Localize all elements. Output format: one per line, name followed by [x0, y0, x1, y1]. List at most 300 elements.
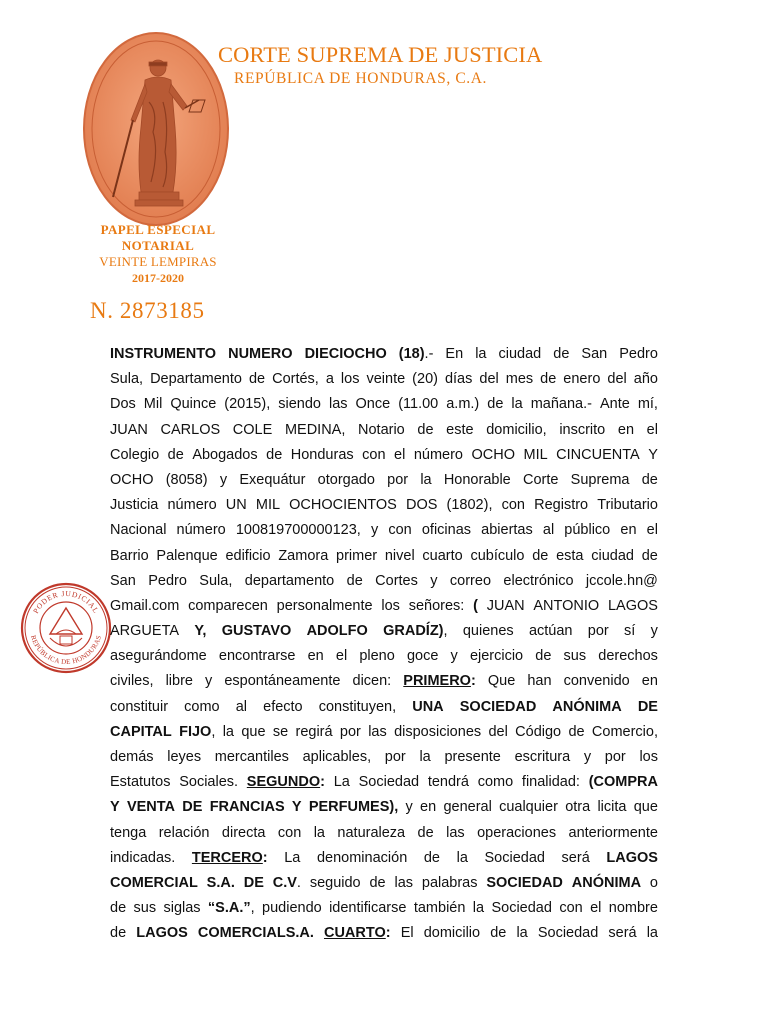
- document-word: (1802),: [446, 497, 493, 514]
- document-word: anteriormente: [568, 824, 658, 841]
- document-word: de: [110, 900, 127, 917]
- document-word: del: [488, 723, 508, 740]
- document-word: de: [641, 547, 658, 564]
- document-word: por: [604, 749, 626, 765]
- document-word: “S.A.”: [207, 900, 251, 917]
- document-word: del: [607, 371, 627, 388]
- document-word: OCHO: [471, 446, 515, 463]
- document-word: Y: [648, 446, 658, 463]
- document-word: Estatutos: [110, 774, 171, 791]
- document-word: civiles,: [110, 673, 154, 690]
- document-line: [110, 795, 658, 820]
- document-word: inscrito: [559, 421, 606, 438]
- document-word: identificarse: [329, 900, 407, 917]
- papel-line-3: VEINTE LEMPIRAS: [99, 254, 217, 269]
- stamp-top-text: PODER JUDICIAL: [31, 588, 101, 616]
- document-word: Quince: [170, 396, 217, 413]
- document-word: Sula,: [199, 572, 233, 589]
- document-word: con: [362, 446, 386, 463]
- document-line: [110, 669, 658, 694]
- svg-text:REPÚBLICA DE HONDURAS: [29, 634, 103, 666]
- document-word: la: [456, 849, 468, 866]
- document-word: Sociales.: [179, 774, 239, 791]
- document-word: otra: [565, 799, 591, 816]
- document-word: mañana.-: [530, 396, 592, 413]
- papel-line-1: PAPEL ESPECIAL: [100, 222, 216, 237]
- document-word: Tributario: [597, 497, 658, 514]
- document-word: edificio: [225, 547, 271, 564]
- document-word: aplicables,: [302, 749, 372, 765]
- document-word: LAGOS: [136, 925, 188, 942]
- document-word: cuarto: [422, 547, 463, 564]
- document-word: MIL: [523, 446, 548, 463]
- document-line: [110, 745, 658, 770]
- document-word: de: [346, 572, 363, 589]
- document-word: :: [320, 774, 325, 791]
- document-word: PRIMERO: [403, 673, 471, 690]
- document-word: siglas: [163, 900, 201, 917]
- document-word: y: [405, 799, 413, 816]
- document-word: convenido: [563, 673, 630, 690]
- document-word: la: [646, 925, 658, 942]
- document-word: departamento: [244, 572, 335, 589]
- document-word: Nacional: [110, 522, 167, 539]
- document-line: [110, 720, 658, 745]
- document-word: de: [641, 471, 658, 488]
- document-word: (11.00: [398, 396, 439, 413]
- document-line: [110, 821, 658, 846]
- document-word: los: [639, 749, 658, 765]
- document-word: Sociedad: [358, 774, 420, 791]
- document-word: SOCIEDAD: [459, 698, 537, 715]
- document-word: oficinas: [421, 522, 472, 539]
- document-word: de: [369, 874, 386, 891]
- notarial-instrument-text: [110, 342, 658, 947]
- document-word: Mil: [143, 396, 163, 413]
- papel-line-2: NOTARIAL: [121, 238, 195, 253]
- stamp-bottom-text: REPÚBLICA DE HONDURAS: [28, 634, 104, 667]
- document-word: de: [417, 421, 434, 438]
- document-word: asegurándome: [110, 648, 207, 665]
- document-word: cualquier: [499, 799, 558, 816]
- document-line: [110, 342, 658, 367]
- document-word: en: [307, 648, 324, 665]
- document-word: Notario: [358, 421, 405, 438]
- document-word: número: [176, 522, 226, 539]
- lady-justice-medallion-icon: [83, 32, 229, 226]
- document-word: Honduras: [290, 446, 354, 463]
- document-line: [110, 569, 658, 594]
- document-word: electrónico: [503, 572, 574, 589]
- document-word: :: [470, 673, 476, 690]
- document-word: COMERCIAL: [110, 874, 198, 891]
- document-line: [110, 619, 658, 644]
- document-word: por: [587, 623, 609, 640]
- document-word: el: [394, 446, 406, 463]
- document-word: la: [472, 900, 485, 917]
- document-word: número: [167, 497, 217, 514]
- country-subtitle: REPÚBLICA DE HONDURAS, C.A.: [234, 70, 488, 87]
- document-word: ,: [211, 723, 216, 740]
- document-word: sus: [133, 900, 157, 917]
- document-word: por: [384, 749, 406, 765]
- document-word: Dos: [110, 396, 136, 413]
- document-word: pleno: [359, 648, 395, 665]
- document-word: en: [620, 522, 637, 539]
- document-word: o: [649, 874, 658, 891]
- document-word: FIJO: [179, 723, 212, 740]
- document-word: Corte: [522, 471, 559, 488]
- document-word: Honorable: [443, 471, 511, 488]
- document-word: directa: [221, 824, 266, 841]
- document-word: de: [553, 346, 570, 362]
- document-word: dicen:: [352, 673, 392, 690]
- document-word: relación: [158, 824, 210, 841]
- document-word: las: [446, 824, 465, 841]
- document-word: tendrá: [427, 774, 469, 791]
- document-word: se: [272, 723, 289, 740]
- document-word: Registro: [534, 497, 589, 514]
- document-word: de: [248, 371, 266, 388]
- document-word: (18): [398, 346, 425, 362]
- document-word: SOCIEDAD: [486, 874, 563, 891]
- document-word: y: [450, 648, 458, 665]
- document-line: [110, 518, 658, 543]
- document-word: correo: [449, 572, 492, 589]
- document-word: Cortes: [375, 572, 418, 589]
- document-word: Abogados: [192, 446, 258, 463]
- document-line: [110, 871, 658, 896]
- document-word: OCHO: [110, 471, 154, 488]
- document-line: [110, 644, 658, 669]
- document-word: del: [479, 371, 499, 388]
- document-word: como: [477, 774, 514, 791]
- serial-number: N. 2873185: [90, 298, 205, 323]
- document-word: comparecen: [188, 597, 268, 614]
- document-word: Sula,: [110, 371, 144, 388]
- document-word: ANÓNIMA: [552, 698, 622, 715]
- document-word: seguido: [309, 874, 361, 891]
- document-word: CINCUENTA: [556, 446, 640, 463]
- document-word: y: [430, 572, 438, 589]
- document-word: en: [641, 673, 658, 690]
- document-word: finalidad:: [521, 774, 580, 791]
- document-word: sus: [563, 648, 587, 665]
- document-word: de: [487, 396, 504, 413]
- document-word: otorgado: [317, 471, 375, 488]
- document-word: Departamento: [150, 371, 242, 388]
- document-word: por: [387, 471, 409, 488]
- document-word: disposiciones: [394, 723, 482, 740]
- document-word: esta: [556, 547, 584, 564]
- document-word: al: [542, 522, 555, 539]
- document-word: el: [590, 900, 602, 917]
- document-word: de: [167, 446, 184, 463]
- document-word: Zamora: [278, 547, 329, 564]
- document-word: domicilio,: [486, 421, 547, 438]
- document-word: Barrio: [110, 547, 149, 564]
- document-word: la: [222, 723, 234, 740]
- document-word: los: [340, 371, 360, 388]
- document-line: [110, 544, 658, 569]
- document-word: ,: [250, 900, 255, 917]
- document-word: DOS: [405, 497, 438, 514]
- document-word: han: [527, 673, 552, 690]
- papel-line-4: 2017-2020: [132, 271, 184, 285]
- document-word: domicilio: [423, 925, 481, 942]
- document-line: [110, 896, 658, 921]
- document-word: en: [617, 421, 635, 438]
- document-word: escritura: [514, 749, 571, 765]
- document-word: la: [420, 471, 432, 488]
- document-word: la: [511, 396, 523, 413]
- document-word: como: [184, 698, 220, 715]
- document-word: leyes: [167, 749, 202, 765]
- document-word: al: [235, 698, 248, 715]
- document-word: COLE: [232, 421, 273, 438]
- document-line: [110, 921, 658, 946]
- document-word: de: [110, 925, 127, 942]
- document-word: que: [633, 799, 658, 816]
- document-word: general: [443, 799, 492, 816]
- document-word: TERCERO: [191, 849, 263, 866]
- document-word: Colegio: [110, 446, 160, 463]
- document-word: pudiendo: [262, 900, 322, 917]
- document-word: las: [394, 874, 414, 891]
- document-word: de: [535, 648, 552, 665]
- document-line: [110, 770, 658, 795]
- document-word: Cortés,: [272, 371, 319, 388]
- document-word: ,: [443, 623, 448, 640]
- document-word: Exequátur: [239, 471, 306, 488]
- document-word: y: [219, 471, 228, 488]
- document-word-group: [324, 921, 391, 946]
- document-word: En: [445, 346, 464, 362]
- document-word: y: [205, 673, 213, 690]
- document-word: San: [110, 572, 136, 589]
- document-word: con: [388, 522, 412, 539]
- document-word-group: [192, 846, 268, 871]
- document-word: jccole.hn@: [585, 572, 658, 589]
- document-word: de: [532, 547, 549, 564]
- document-word: quienes: [462, 623, 514, 640]
- document-word: Justicia: [110, 497, 159, 514]
- document-word: y: [370, 522, 379, 539]
- document-word: JUAN: [486, 597, 525, 614]
- document-word: operaciones: [477, 824, 557, 841]
- document-word: abiertas: [481, 522, 533, 539]
- document-line: [110, 695, 658, 720]
- document-word: (20): [412, 371, 438, 388]
- document-word: 100819700000123,: [235, 522, 361, 539]
- document-word: la: [516, 925, 528, 942]
- document-word: de: [266, 446, 283, 463]
- document-word-group: [247, 770, 325, 795]
- document-word: a: [325, 371, 334, 388]
- document-word: de: [423, 849, 440, 866]
- document-word: y: [650, 623, 658, 640]
- document-word: C.V: [272, 874, 297, 891]
- document-word: constituyen,: [318, 698, 397, 715]
- document-word: JUAN: [110, 421, 148, 438]
- document-word: UN: [225, 497, 247, 514]
- document-word: UNA: [412, 698, 444, 715]
- document-word: Ante: [599, 396, 630, 413]
- document-word: LAGOS: [607, 597, 658, 614]
- document-word: ADOLFO: [306, 623, 368, 640]
- document-word: público: [564, 522, 611, 539]
- document-word: :: [385, 925, 391, 942]
- document-word: las: [368, 723, 387, 740]
- document-word: de: [540, 371, 557, 388]
- document-word: Y,: [194, 623, 207, 640]
- document-word: (8058): [165, 471, 208, 488]
- document-word: CAPITAL: [110, 723, 172, 740]
- document-word: GRADÍZ): [383, 623, 444, 640]
- document-word: libre: [165, 673, 193, 690]
- document-word: DE: [243, 874, 264, 891]
- document-word: señores:: [408, 597, 465, 614]
- document-word: año: [633, 371, 658, 388]
- document-word: .-: [424, 346, 434, 362]
- document-word: Suprema: [570, 471, 630, 488]
- document-word: la: [313, 824, 325, 841]
- document-word: encontrarse: [218, 648, 296, 665]
- document-word: Gmail.com: [110, 597, 180, 614]
- document-word-group: [273, 871, 301, 896]
- document-line: [110, 594, 658, 619]
- document-word: DIECIOCHO: [304, 346, 387, 362]
- document-word: de: [417, 824, 434, 841]
- document-word: Sociedad: [537, 925, 599, 942]
- document-word: (2015),: [224, 396, 271, 413]
- document-word: espontáneamente: [224, 673, 341, 690]
- document-word: será: [561, 849, 590, 866]
- poder-judicial-seal-icon: [20, 582, 112, 674]
- document-word: demás: [110, 749, 154, 765]
- document-word: que: [241, 723, 266, 740]
- document-word: con: [277, 824, 302, 841]
- document-word: PERFUMES),: [308, 799, 399, 816]
- document-word: DE: [182, 799, 203, 816]
- document-word: regirá: [295, 723, 333, 740]
- document-word: de: [568, 723, 585, 740]
- document-word: :: [262, 849, 268, 866]
- document-word: goce: [406, 648, 439, 665]
- document-word: derechos: [598, 648, 658, 665]
- document-word: San: [581, 346, 608, 362]
- document-word: efecto: [263, 698, 303, 715]
- document-line: [110, 418, 658, 443]
- document-word: naturaleza: [337, 824, 406, 841]
- document-line: [110, 468, 658, 493]
- document-word: los: [381, 597, 400, 614]
- document-line: [110, 367, 658, 392]
- document-word: FRANCIAS: [209, 799, 285, 816]
- document-word: será: [608, 925, 637, 942]
- document-word: ANÓNIMA: [571, 874, 642, 891]
- document-word: mes: [505, 371, 534, 388]
- document-word: (: [473, 597, 478, 614]
- document-word: Y: [110, 799, 120, 816]
- document-word: sí: [624, 623, 636, 640]
- document-word: Comercio,: [591, 723, 658, 740]
- document-word: enero: [563, 371, 601, 388]
- document-word: constituir: [110, 698, 169, 715]
- document-word: Pedro: [619, 346, 658, 362]
- document-word: denominación: [316, 849, 408, 866]
- document-line: [110, 443, 658, 468]
- document-word: la: [475, 346, 487, 362]
- document-word: el: [646, 421, 658, 438]
- document-word: las: [328, 396, 348, 413]
- document-word: ARGUETA: [110, 623, 180, 640]
- document-word: GUSTAVO: [221, 623, 292, 640]
- document-word: VENTA: [126, 799, 176, 816]
- document-word: también: [413, 900, 466, 917]
- document-word: DE: [637, 698, 658, 715]
- document-word: La: [333, 774, 350, 791]
- document-word-group: [208, 896, 255, 921]
- document-word: cubículo: [470, 547, 525, 564]
- document-word: el: [335, 648, 348, 665]
- document-word: MIL: [255, 497, 281, 514]
- document-word: nivel: [384, 547, 415, 564]
- document-word: Pedro: [148, 572, 187, 589]
- document-word: presente: [444, 749, 501, 765]
- document-word: a.m.): [446, 396, 480, 413]
- notarial-paper-label: [82, 222, 234, 286]
- document-word: palabras: [421, 874, 478, 891]
- document-word: licita: [597, 799, 627, 816]
- document-word: mí,: [637, 396, 658, 413]
- document-word: ejercicio: [469, 648, 524, 665]
- document-word: INSTRUMENTO: [110, 346, 217, 362]
- document-line: [110, 846, 658, 871]
- document-word: indicadas.: [110, 849, 176, 866]
- document-word: Once: [355, 396, 391, 413]
- document-word: con: [501, 497, 525, 514]
- document-word: COMERCIALS.A.: [197, 925, 314, 942]
- document-word: días: [444, 371, 473, 388]
- document-word: personalmente: [276, 597, 373, 614]
- document-word: El: [400, 925, 414, 942]
- document-word-group: [403, 669, 476, 694]
- document-word-group: [399, 342, 434, 367]
- document-word: el: [646, 522, 658, 539]
- document-word: la: [419, 749, 431, 765]
- document-word: CUARTO: [323, 925, 386, 942]
- document-word: Palenque: [156, 547, 218, 564]
- document-word: S.A.: [206, 874, 235, 891]
- document-line: [110, 392, 658, 417]
- document-word: y: [583, 749, 592, 765]
- document-word: ciudad: [498, 346, 542, 362]
- document-word-group: [383, 619, 447, 644]
- document-word: MEDINA,: [284, 421, 346, 438]
- document-word: veinte: [366, 371, 406, 388]
- document-word: ANTONIO: [533, 597, 600, 614]
- document-word: Que: [487, 673, 516, 690]
- document-word: en: [420, 799, 437, 816]
- document-word: este: [446, 421, 474, 438]
- document-line: [110, 493, 658, 518]
- document-word: tenga: [110, 824, 147, 841]
- document-word: ciudad: [591, 547, 634, 564]
- document-word: CARLOS: [160, 421, 221, 438]
- document-word: de: [490, 925, 507, 942]
- document-word: OCHOCIENTOS: [289, 497, 397, 514]
